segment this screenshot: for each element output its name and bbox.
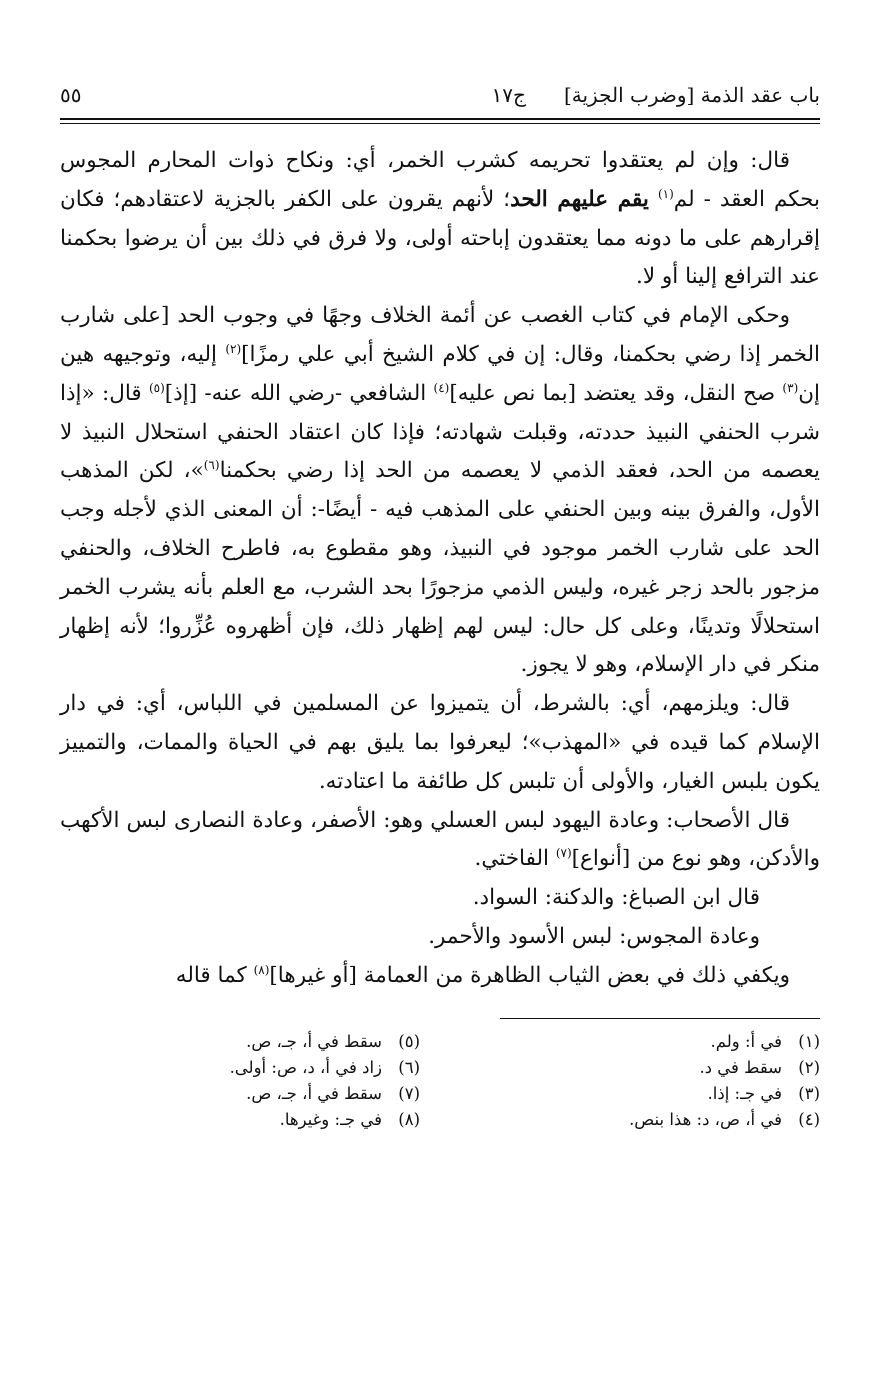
page-number: ٥٥ bbox=[60, 83, 82, 107]
footnote-ref: (٨) bbox=[253, 962, 270, 977]
paragraph: قال: وإن لم يعتقدوا تحريمه كشرب الخمر، أي: ونكاح ذوات المحارم المجوس بحكم العقد - لم$^{(١)}$ يقم عليهم الحد؛ لأنهم يقرون على الكفر بالجزية لاعتقادهم؛ فكان إقرارهم على ما دونه مما يعتقدون إباحته أولى، ولا فرق في ذلك بين أن يرضوا بحكمنا عند الترافع إلينا أو لا. bbox=[60, 148, 820, 290]
footnote-ref: (٤) bbox=[433, 380, 450, 395]
paragraph: وعادة المجوس: لبس الأسود والأحمر. bbox=[428, 923, 760, 949]
book-page bbox=[60, 78, 820, 1133]
footnote-ref: (٧) bbox=[555, 846, 572, 861]
footnote-separator bbox=[500, 1018, 820, 1019]
paragraph: قال ابن الصباغ: والدكنة: السواد. bbox=[472, 885, 760, 911]
footnote: (٣) في جـ: إذا. bbox=[707, 1083, 820, 1103]
volume-label: ج١٧ bbox=[491, 83, 526, 107]
header-rule-thin bbox=[60, 123, 820, 124]
footnote: (١) في أ: ولم. bbox=[710, 1031, 820, 1051]
footnote: (٧) سقط في أ، جـ، ص. bbox=[246, 1083, 420, 1103]
footnotes bbox=[60, 1029, 820, 1133]
paragraph: ويكفي ذلك في بعض الثياب الظاهرة من العمامة [أو غيرها]$^{(٨)}$ كما قاله bbox=[175, 962, 790, 988]
footnote: (٤) في أ، ص، د: هذا بنص. bbox=[629, 1109, 820, 1129]
footnote: (٨) في جـ: وغيرها. bbox=[279, 1109, 420, 1129]
footnote-ref: (٢) bbox=[225, 341, 242, 356]
footnote: (٥) سقط في أ، جـ، ص. bbox=[246, 1031, 420, 1051]
paragraph: قال: ويلزمهم، أي: بالشرط، أن يتميزوا عن المسلمين في اللباس، أي: في دار الإسلام كما قيده في «المهذب»؛ ليعرفوا بما يليق بهم في الحياة والممات، والتمييز يكون بلبس الغيار، والأولى أن تلبس كل طائفة ما اعتادته. bbox=[60, 691, 820, 794]
main-text bbox=[60, 142, 820, 996]
footnote-ref: (٥) bbox=[148, 380, 165, 395]
header-rule-thick bbox=[60, 118, 820, 120]
paragraph: وحكى الإمام في كتاب الغصب عن أئمة الخلاف وجهًا في وجوب الحد [على شارب الخمر إذا رضي بحكمنا، وقال: إن في كلام الشيخ أبي علي رمزًا]$^{(٢)}$ إليه، وتوجيهه هين إن$^{(٣)}$ صح النقل، وقد يعتضد [بما نص عليه]$^{(٤)}$ الشافعي -رضي الله عنه- [إذ]$^{(٥)}$ قال: «إذا شرب الحنفي النبيذ حددته، وقبلت شهادته؛ فإذا كان اعتقاد الحنفي استحلال النبيذ لا يعصمه من الحد، فعقد الذمي لا يعصمه من الحد إذا رضي بحكمنا$^{(٦)}$»، لكن المذهب الأول، والفرق بينه وبين الحنفي على المذهب فيه - أيضًا-: أن المعنى الذي لأجله وجب الحد على شارب الخمر موجود في النبيذ، وهو مقطوع به، فاطرح الخلاف، والحنفي مزجور بالحد زجر غيره، وليس الذمي مزجورًا بحد الشرب، مع العلم بأنه يشرب الخمر استحلالًا وتدينًا، وعلى كل حال: ليس لهم إظهار ذلك، فإن أظهروه عُزِّروا؛ لأنه إظهار منكر في دار الإسلام، وهو لا يجوز. bbox=[60, 303, 821, 678]
footnote-ref: (١) bbox=[657, 186, 674, 201]
footnote: (٦) زاد في أ، د، ص: أولى. bbox=[229, 1057, 420, 1077]
footnote-ref: (٣) bbox=[782, 380, 799, 395]
paragraph: قال الأصحاب: وعادة اليهود لبس العسلي وهو: الأصفر، وعادة النصارى لبس الأكهب والأدكن، وهو نوع من [أنواع]$^{(٧)}$ الفاختي. bbox=[60, 807, 820, 872]
chapter-title: باب عقد الذمة [وضرب الجزية] bbox=[563, 83, 820, 107]
footnote: (٢) سقط في د. bbox=[699, 1057, 820, 1077]
bold-phrase: يقم عليهم الحد bbox=[510, 186, 649, 212]
running-head bbox=[60, 78, 820, 112]
running-title bbox=[492, 78, 820, 112]
footnote-ref: (٦) bbox=[203, 458, 220, 473]
